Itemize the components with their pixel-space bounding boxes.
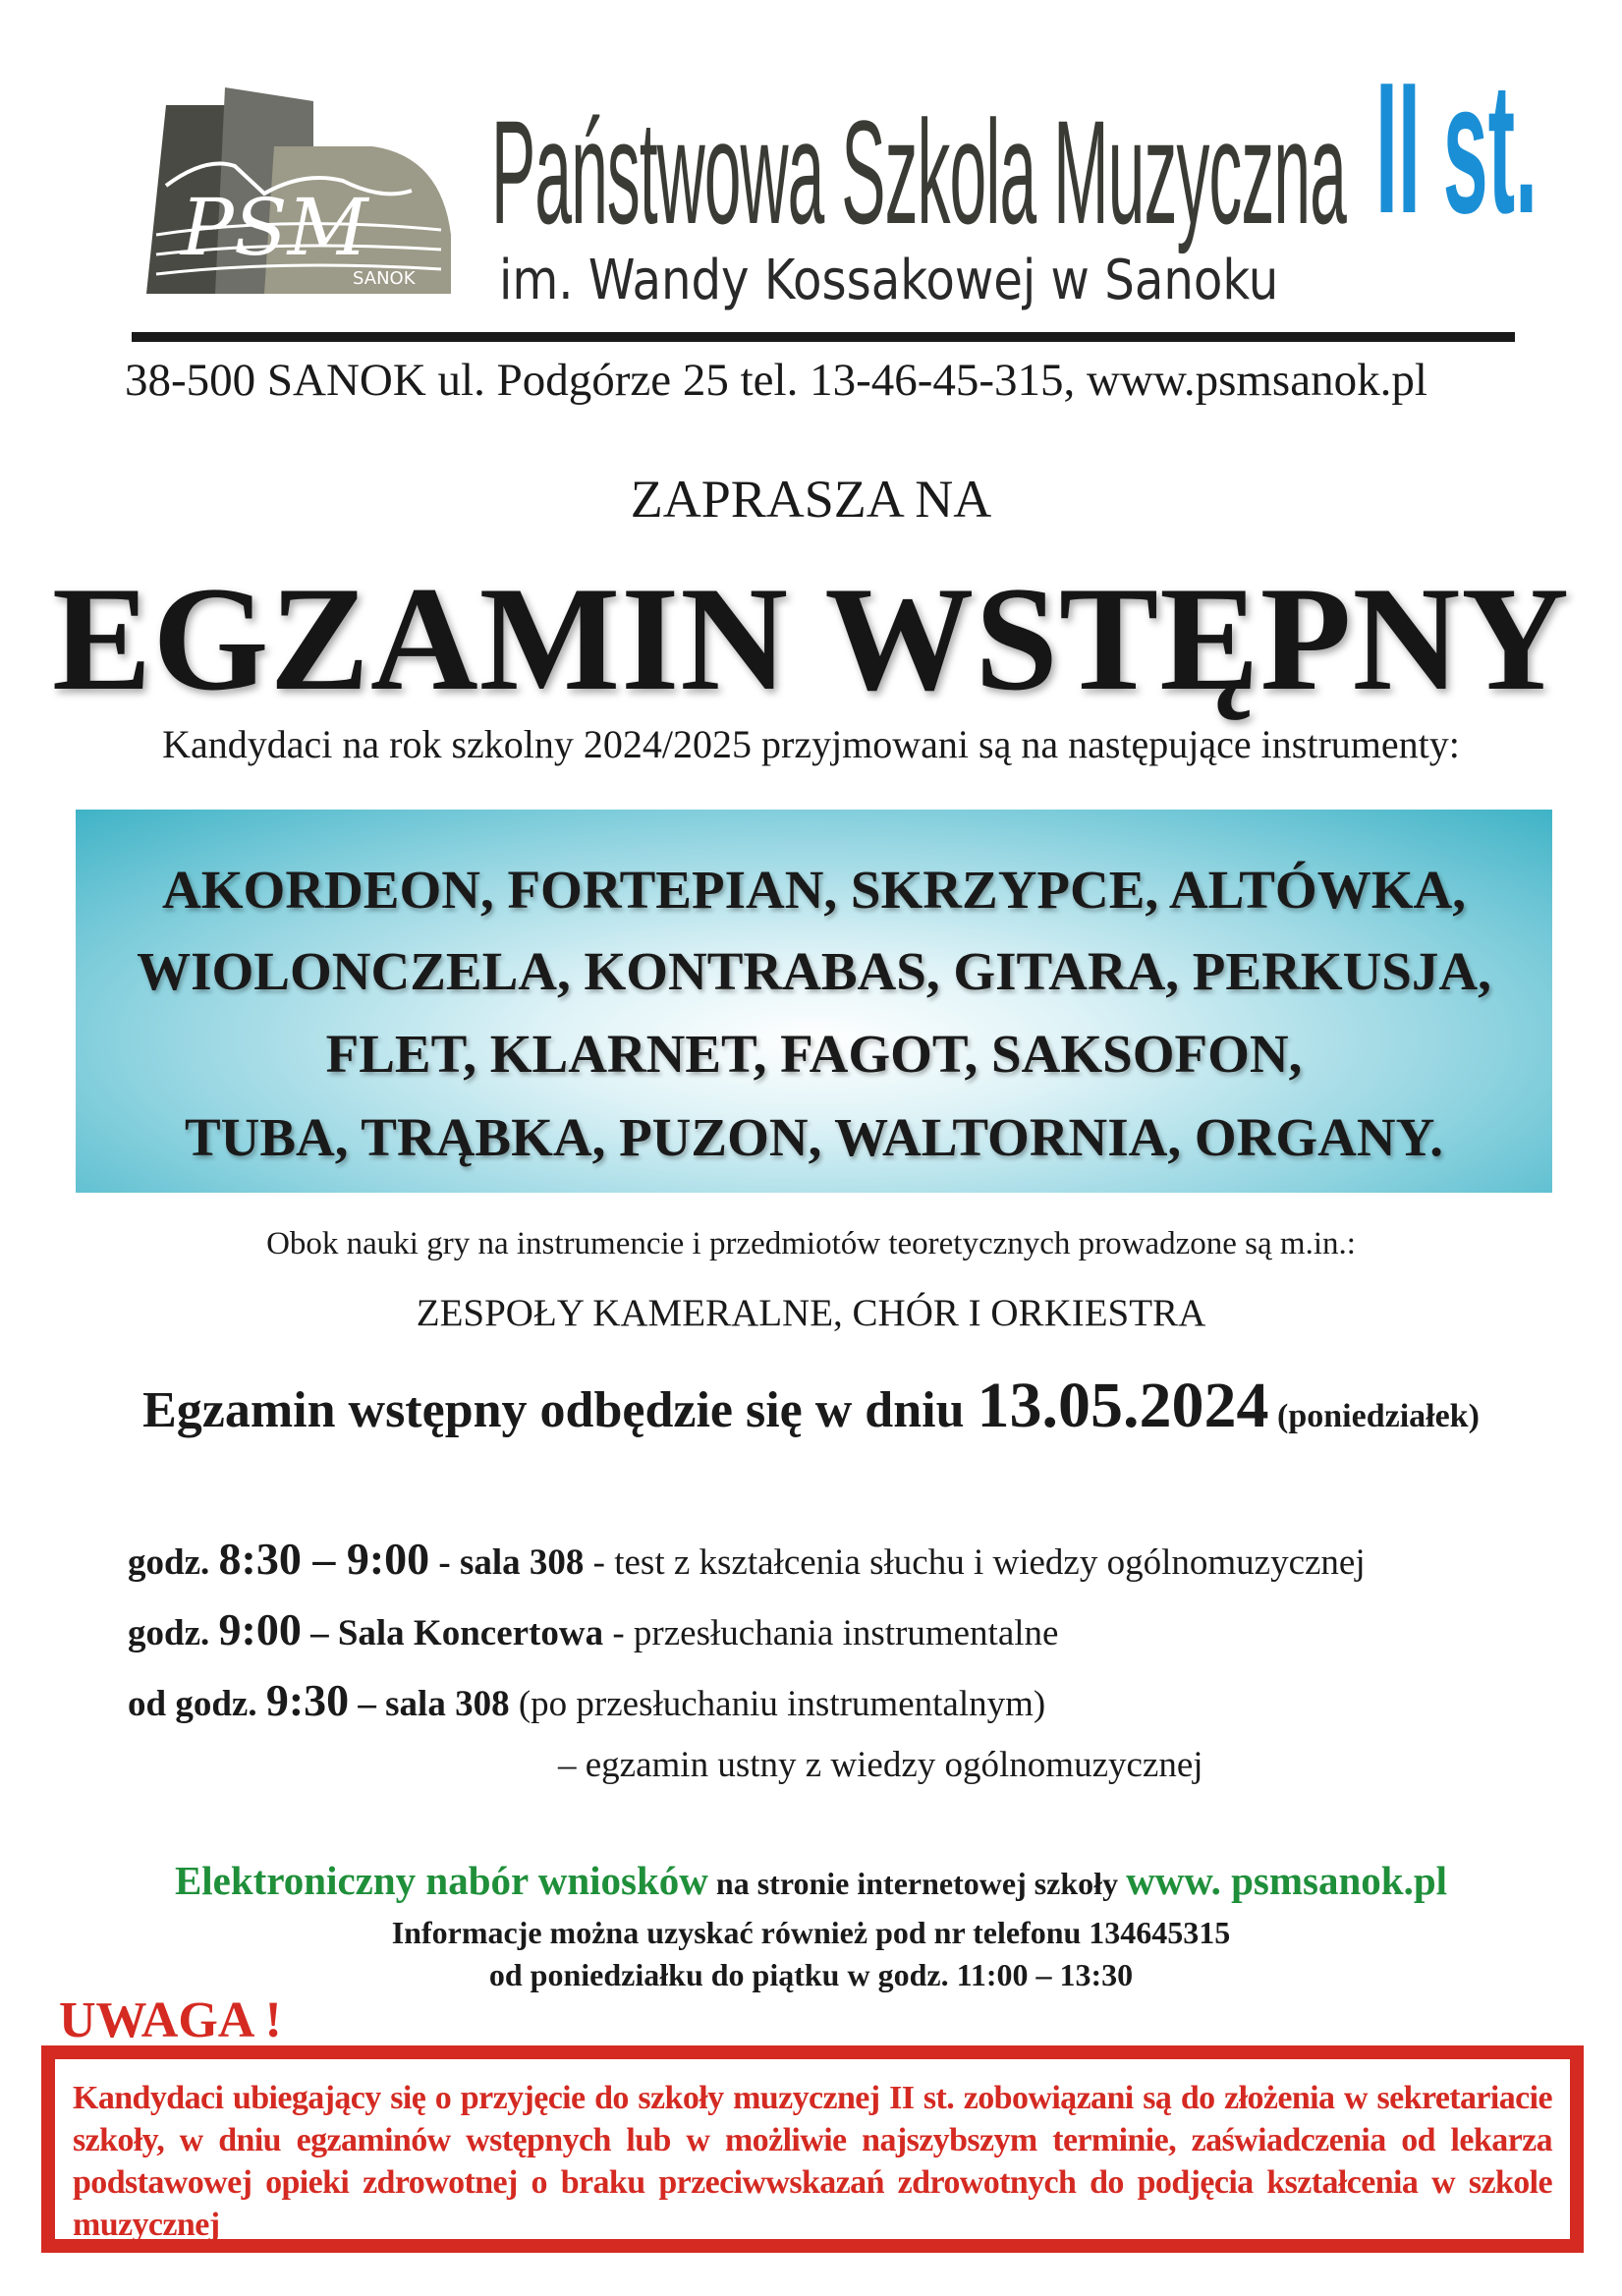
schedule-time: 9:00 bbox=[218, 1604, 302, 1654]
schedule-time: 8:30 – 9:00 bbox=[218, 1534, 430, 1584]
schedule-desc: - przesłuchania instrumentalne bbox=[603, 1613, 1059, 1653]
instruments-line: FLET, KLARNET, FAGOT, SAKSOFON, bbox=[325, 1024, 1303, 1084]
instruments-line: AKORDEON, FORTEPIAN, SKRZYPCE, ALTÓWKA, bbox=[162, 860, 1466, 920]
svg-text:PSM: PSM bbox=[181, 182, 368, 273]
svg-text:SANOK: SANOK bbox=[353, 268, 416, 289]
school-logo bbox=[146, 87, 461, 304]
school-level: II st. bbox=[1375, 44, 1538, 252]
enrollment-line bbox=[0, 1855, 1622, 1909]
school-patron: im. Wandy Kossakowej w Sanoku bbox=[499, 249, 1279, 312]
schedule-desc: - test z kształcenia słuchu i wiedzy ogólnomuzycznej bbox=[584, 1542, 1366, 1583]
enrollment-lead: Elektroniczny nabór wniosków bbox=[174, 1858, 708, 1903]
warning-title: UWAGA ! bbox=[59, 1992, 282, 2048]
schedule-label: od godz. bbox=[128, 1684, 266, 1724]
schedule-item bbox=[128, 1676, 1045, 1729]
enrollment-middle: na stronie internetowej szkoły bbox=[707, 1866, 1127, 1901]
schedule-place: - sala 308 bbox=[429, 1542, 585, 1583]
header-divider bbox=[132, 332, 1515, 342]
schedule-label: godz. bbox=[128, 1613, 219, 1653]
schedule-item bbox=[558, 1741, 1203, 1790]
invite-text: ZAPRASZA NA bbox=[630, 470, 992, 529]
schedule-label: godz. bbox=[128, 1542, 219, 1583]
school-address: 38-500 SANOK ul. Podgórze 25 tel. 13-46-45-315, www.psmsanok.pl bbox=[125, 355, 1427, 406]
schedule-item bbox=[128, 1605, 1058, 1658]
schedule-place: – sala 308 bbox=[349, 1684, 510, 1724]
exam-weekday: (poniedziałek) bbox=[1268, 1398, 1480, 1434]
office-hours: od poniedziałku do piątku w godz. 11:00 – 13:30 bbox=[488, 1957, 1134, 1992]
warning-box bbox=[41, 2045, 1584, 2253]
extras-intro: Obok nauki gry na instrumencie i przedmiotów teoretycznych prowadzone są m.in.: bbox=[266, 1226, 1356, 1261]
schedule-item bbox=[128, 1535, 1366, 1588]
extras-list: ZESPOŁY KAMERALNE, CHÓR I ORKIESTRA bbox=[416, 1292, 1206, 1334]
schedule-desc: (po przesłuchaniu instrumentalnym) bbox=[509, 1684, 1046, 1724]
exam-date: 13.05.2024 bbox=[977, 1370, 1269, 1441]
schedule-time: 9:30 bbox=[265, 1675, 350, 1725]
warning-text: Kandydaci ubiegający się o przyjęcie do szkoły muzycznej II st. zobowiązani są do złożenia w sekretariacie szkoły, w dniu egzaminów wstępnych lub w możliwie najszybszym terminie, zaświadczenia od lekarza podstawowej opieki zdrowotnej o braku przeciwwskazań zdrowotnych do podjęcia kształcenia w szkole muzycznej bbox=[73, 2080, 1552, 2243]
exam-date-line bbox=[0, 1370, 1622, 1449]
school-website-link[interactable]: www. psmsanok.pl bbox=[1126, 1858, 1448, 1903]
headline: EGZAMIN WSTĘPNY bbox=[51, 556, 1571, 721]
instruments-line: TUBA, TRĄBKA, PUZON, WALTORNIA, ORGANY. bbox=[184, 1107, 1444, 1167]
school-name: Państwowa Szkola Muzyczna bbox=[491, 89, 1346, 254]
intro-text: Kandydaci na rok szkolny 2024/2025 przyjmowani są na następujące instrumenty: bbox=[162, 722, 1460, 766]
instruments-panel bbox=[76, 810, 1552, 1193]
exam-date-prefix: Egzamin wstępny odbędzie się w dniu bbox=[142, 1382, 978, 1438]
instruments-line: WIOLONCZELA, KONTRABAS, GITARA, PERKUSJA, bbox=[137, 941, 1491, 1001]
schedule-place: – Sala Koncertowa bbox=[301, 1613, 604, 1653]
schedule-desc: – egzamin ustny z wiedzy ogólnomuzycznej bbox=[558, 1745, 1203, 1785]
phone-info: Informacje można uzyskać również pod nr telefonu 134645315 bbox=[391, 1915, 1231, 1950]
